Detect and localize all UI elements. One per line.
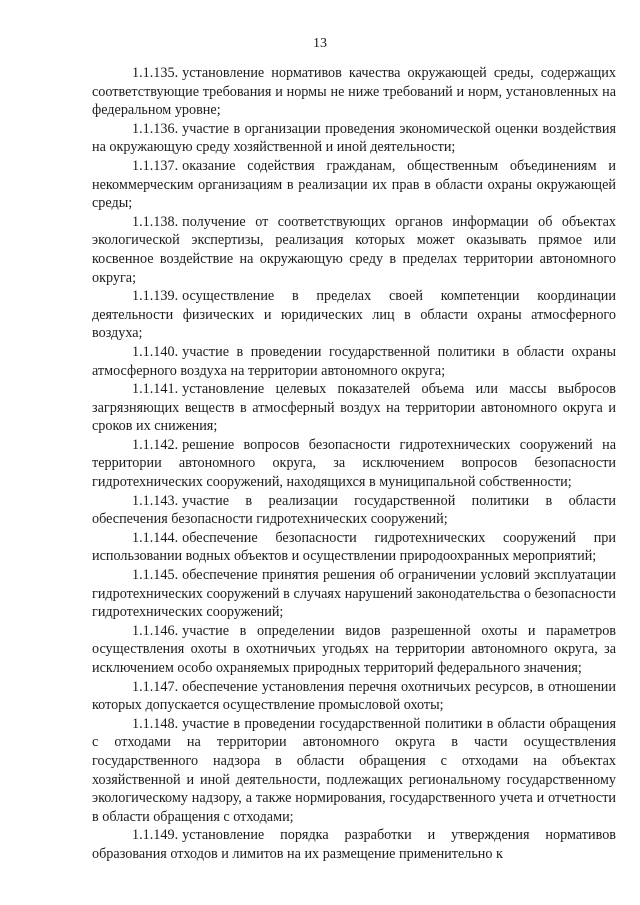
paragraph-1-1-136: [92, 120, 616, 157]
paragraph-number: 1.1.142.: [132, 436, 179, 453]
paragraph-text: оказание содействия гражданам, общественным объединениям и некоммерческим организациям в реализации их прав в области охраны окружающей среды;: [92, 157, 616, 212]
paragraph-text: участие в проведении государственной политики в области охраны атмосферного воздуха на территории автономного округа;: [92, 343, 616, 379]
paragraph-number: 1.1.136.: [132, 120, 179, 137]
paragraph-1-1-144: [92, 529, 616, 566]
paragraph-number: 1.1.144.: [132, 529, 179, 546]
page-number: 13: [313, 36, 327, 51]
paragraph-text: установление целевых показателей объема или массы выбросов загрязняющих веществ в атмосферный воздух на территории автономного округа и сроков их снижения;: [92, 381, 616, 435]
document-body: [92, 64, 616, 864]
paragraph-text: обеспечение безопасности гидротехнических сооружений при использовании водных объектов и осуществлении природоохранных мероприятий;: [92, 529, 616, 565]
paragraph-number: 1.1.135.: [132, 65, 179, 81]
paragraph-1-1-135: [92, 64, 616, 120]
paragraph-1-1-143: [92, 492, 616, 529]
paragraph-text: решение вопросов безопасности гидротехнических сооружений на территории автономного округа, за исключением вопросов безопасности гидротехнических сооружений, находящихся в муниципальной собственности;: [92, 436, 616, 491]
paragraph-text: участие в реализации государственной политики в области обеспечения безопасности гидротехнических сооружений;: [92, 492, 616, 528]
paragraph-1-1-147: [92, 678, 616, 715]
paragraph-1-1-140: [92, 343, 616, 380]
paragraph-1-1-145: [92, 566, 616, 622]
paragraph-number: 1.1.143.: [132, 492, 179, 509]
paragraph-text: осуществление в пределах своей компетенции координации деятельности физических и юридических лиц в области охраны атмосферного воздуха;: [92, 288, 616, 342]
paragraph-1-1-141: [92, 380, 616, 436]
paragraph-1-1-146: [92, 622, 616, 678]
paragraph-1-1-139: [92, 287, 616, 343]
paragraph-text: обеспечение установления перечня охотничьих ресурсов, в отношении которых допускается осуществление промысловой охоты;: [92, 678, 616, 714]
paragraph-number: 1.1.145.: [132, 567, 179, 584]
paragraph-1-1-138: [92, 213, 616, 287]
paragraph-number: 1.1.139.: [132, 288, 179, 305]
paragraph-number: 1.1.148.: [132, 715, 179, 732]
paragraph-text: обеспечение принятия решения об ограничении условий эксплуатации гидротехнических сооружений в случаях нарушений законодательства о безопасности гидротехнических сооружений;: [92, 567, 616, 621]
paragraph-number: 1.1.149.: [132, 827, 179, 844]
paragraph-1-1-142: [92, 436, 616, 492]
paragraph-number: 1.1.140.: [132, 343, 179, 360]
paragraph-1-1-148: [92, 715, 616, 827]
paragraph-text: получение от соответствующих органов информации об объектах экологической экспертизы, реализация которых может оказывать прямое или косвенное воздействие на окружающую среду в пределах территории автономного округа;: [92, 213, 616, 286]
paragraph-number: 1.1.137.: [132, 157, 179, 174]
paragraph-text: участие в определении видов разрешенной охоты и параметров осуществления охоты в охотничьих угодьях на территории автономного округа, за исключением особо охраняемых природных территорий федерального значения;: [92, 622, 616, 676]
paragraph-text: участие в организации проведения экономической оценки воздействия на окружающую среду хозяйственной и иной деятельности;: [92, 120, 616, 156]
paragraph-1-1-149: [92, 826, 616, 863]
paragraph-text: установление порядка разработки и утверждения нормативов образования отходов и лимитов на их размещение применительно к: [92, 827, 616, 862]
paragraph-number: 1.1.147.: [132, 678, 179, 695]
paragraph-text: участие в проведении государственной политики в области обращения с отходами на территории автономного округа в части осуществления государственного надзора в области обращения с отходами на объектах хозяйственной и иной деятельности, подлежащих региональному государственному экологическому надзору, а также нормирования, государственного учета и отчетности в области обращения с отходами;: [92, 715, 616, 825]
paragraph-text: установление нормативов качества окружающей среды, содержащих соответствующие требования и нормы не ниже требований и норм, установленных на федеральном уровне;: [92, 65, 616, 119]
paragraph-1-1-137: [92, 157, 616, 213]
paragraph-number: 1.1.141.: [132, 381, 179, 398]
paragraph-number: 1.1.138.: [132, 213, 179, 230]
paragraph-number: 1.1.146.: [132, 622, 179, 639]
